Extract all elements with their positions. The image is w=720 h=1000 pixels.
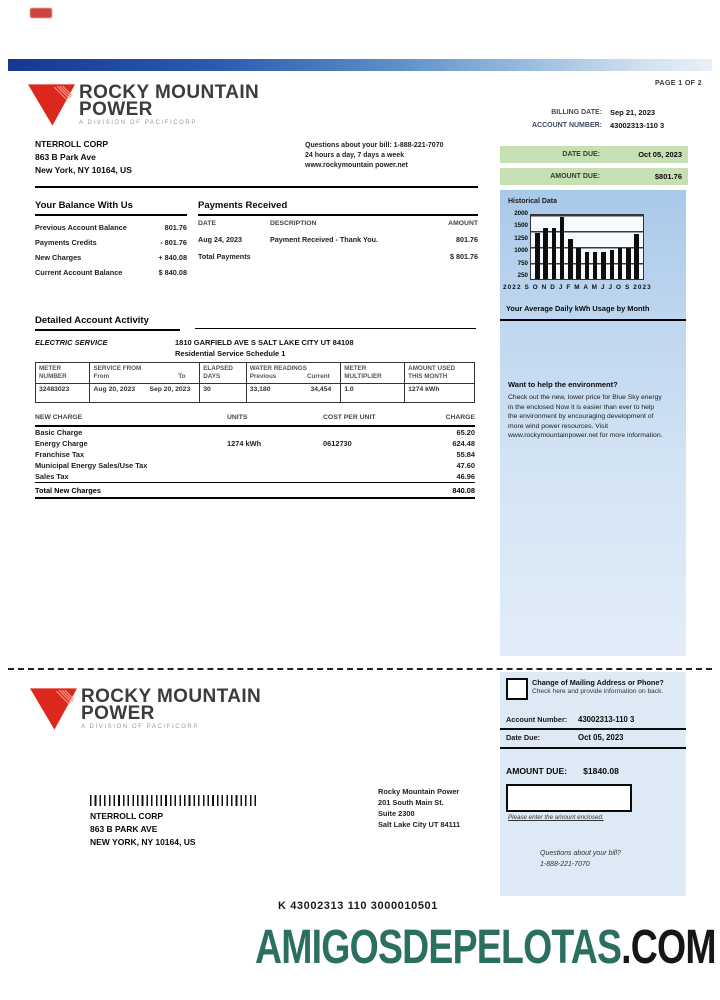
stub-amount-due-row: [506, 766, 619, 776]
meter-col-used: AMOUNT USED THIS MONTH: [405, 363, 475, 384]
stub-divider: [500, 747, 686, 749]
site-watermark: [255, 920, 716, 975]
ocr-scanline: K 43002313 110 3000010501: [278, 900, 438, 912]
chart-bar: [568, 239, 573, 279]
contact-hours-line: 24 hours a day, 7 days a week: [305, 152, 405, 159]
brand-logo: [28, 84, 259, 126]
top-gradient-bar: [8, 59, 712, 71]
account-number-label: ACCOUNT NUMBER:: [532, 122, 602, 129]
meter-service-dates: Aug 20, 2023 Sep 20, 2023: [90, 384, 200, 403]
stub-date-due-row: [500, 730, 686, 745]
stub-date-due-value: Oct 05, 2023: [578, 733, 624, 742]
historical-data-label: Historical Data: [508, 198, 558, 205]
chart-bar: [585, 252, 590, 279]
payments-header-row: [198, 220, 478, 227]
brand-tagline: A DIVISION OF PACIFICORP: [81, 724, 199, 730]
remit-name: Rocky Mountain Power: [378, 787, 460, 796]
remit-address-block: [378, 786, 460, 830]
chart-caption: Your Average Daily kWh Usage by Month: [506, 304, 650, 313]
charges-total-value: 840.08: [452, 485, 475, 495]
payments-total-value: $ 801.76: [450, 252, 478, 261]
watermark-tld: .COM: [621, 921, 716, 974]
brand-name-line1: ROCKY MOUNTAIN: [79, 82, 260, 103]
service-schedule: Residential Service Schedule 1: [175, 349, 286, 358]
payment-date: Aug 24, 2023: [198, 235, 242, 244]
amount-due-label: AMOUNT DUE:: [550, 173, 600, 180]
chart-bar: [552, 228, 557, 279]
balance-title: Your Balance With Us: [35, 200, 187, 216]
amount-due-row: [500, 168, 688, 185]
sidebar-panel: [500, 190, 686, 656]
mail-address1: 863 B PARK AVE: [90, 824, 158, 834]
amount-enclosed-input[interactable]: [506, 784, 632, 812]
mail-name: NTERROLL CORP: [90, 811, 164, 821]
brand-name-line1: ROCKY MOUNTAIN: [81, 686, 262, 707]
stub-account-label: Account Number:: [506, 715, 568, 724]
chart-bar: [626, 248, 631, 279]
meter-amount-used: 1274 kWh: [405, 384, 475, 403]
contact-block: [305, 141, 444, 171]
charge-row: Sales Tax 46.96: [35, 472, 475, 481]
meter-col-readings: WATER READINGS Previous Current: [246, 363, 341, 384]
amount-due-value: $801.76: [654, 172, 682, 181]
stub-questions-phone: 1-888-221-7070: [540, 861, 590, 868]
balance-row: [35, 250, 187, 265]
chart-caption-underline: [500, 319, 686, 321]
charges-col-label: NEW CHARGE: [35, 414, 83, 421]
perforation-divider: [8, 668, 712, 670]
meter-col-service: SERVICE FROM From To: [90, 363, 200, 384]
charge-row: Franchise Tax 55.84: [35, 450, 475, 459]
customer-address1: 863 B Park Ave: [35, 152, 96, 162]
balance-row: [35, 220, 187, 235]
postal-barcode: [90, 795, 258, 806]
chart-bar: [601, 252, 606, 279]
billing-date-label: BILLING DATE:: [551, 109, 602, 116]
chart-bar: [610, 250, 615, 279]
billing-date-row: [500, 106, 688, 119]
remit-address1: 201 South Main St.: [378, 798, 444, 807]
chart-bar: [634, 234, 639, 279]
environment-title: Want to help the environment?: [508, 380, 618, 389]
remittance-stub-panel: [500, 672, 686, 896]
amount-enclosed-note: Please enter the amount enclosed.: [508, 814, 604, 821]
charges-col-units: UNITS: [227, 414, 248, 421]
date-due-label: DATE DUE:: [562, 151, 600, 158]
balance-row-value: 801.76: [164, 223, 187, 232]
billing-date-value: Sep 21, 2023: [610, 108, 656, 117]
remit-address2: Suite 2300: [378, 809, 415, 818]
stub-questions-line1: Questions about your bill?: [540, 850, 621, 857]
balance-row-label: Payments Credits: [35, 238, 97, 247]
chart-bar: [535, 233, 540, 279]
brand-triangle-icon: [28, 84, 75, 126]
charge-row: Energy Charge 1274 kWh 0612730 624.48: [35, 439, 475, 448]
balance-row: [35, 235, 187, 250]
meter-data-row: [36, 384, 475, 403]
chart-bar: [576, 248, 581, 279]
activity-title: Detailed Account Activity: [35, 315, 180, 331]
payment-description: Payment Received - Thank You.: [270, 235, 378, 244]
mailing-address-block: [90, 810, 196, 849]
account-number-row: [500, 119, 688, 132]
charges-total-label: Total New Charges: [35, 485, 101, 495]
activity-rule: [195, 328, 476, 329]
balance-row-label: New Charges: [35, 253, 82, 262]
customer-address2: New York, NY 10164, US: [35, 165, 132, 175]
chart-bars: [531, 215, 643, 279]
stub-amount-due-label: AMOUNT DUE:: [506, 766, 568, 776]
charges-header-row: [35, 414, 475, 427]
charges-col-charge: CHARGE: [445, 414, 475, 421]
balance-row-label: Current Account Balance: [35, 268, 123, 277]
red-stamp-mark: [30, 8, 52, 18]
brand-name-line2: POWER: [81, 703, 155, 724]
balance-row-value: - 801.76: [160, 238, 187, 247]
brand-name-line2: POWER: [79, 99, 153, 120]
payment-row: [198, 235, 478, 244]
stub-account-row: [500, 712, 686, 727]
chart-bar: [593, 252, 598, 279]
payments-col-amount: AMOUNT: [448, 220, 478, 227]
contact-phone-line: Questions about your bill: 1-888-221-7070: [305, 142, 444, 149]
billing-meta: [500, 106, 688, 132]
brand-triangle-icon: [30, 688, 77, 730]
change-address-title: Change of Mailing Address or Phone?: [532, 678, 664, 687]
balance-row: [35, 265, 187, 280]
chart-y-axis: 2000 1500 1250 1000 750 250: [514, 210, 528, 279]
charges-table: [35, 414, 475, 499]
charges-col-cost: COST PER UNIT: [323, 414, 376, 421]
brand-logo-stub: [30, 688, 261, 730]
date-due-value: Oct 05, 2023: [638, 150, 682, 159]
stub-amount-due-value: $1840.08: [583, 766, 619, 776]
meter-readings: 33,180 34,454: [246, 384, 341, 403]
chart-bar: [543, 228, 548, 279]
payments-total-label: Total Payments: [198, 252, 251, 261]
service-type: ELECTRIC SERVICE: [35, 338, 108, 347]
contact-website-line: www.rockymountain power.net: [305, 162, 408, 169]
charge-row: Basic Charge 65.20: [35, 428, 475, 437]
meter-table: [35, 362, 475, 403]
stub-account-value: 43002313-110 3: [578, 715, 635, 724]
balance-row-value: + 840.08: [158, 253, 187, 262]
payments-title: Payments Received: [198, 200, 478, 216]
meter-col-elapsed: ELAPSED DAYS: [200, 363, 246, 384]
payments-col-date: DATE: [198, 220, 216, 227]
payments-col-desc: DESCRIPTION: [270, 220, 317, 227]
customer-name: NTERROLL CORP: [35, 139, 109, 149]
charges-total-row: [35, 482, 475, 499]
mail-address2: NEW YORK, NY 10164, US: [90, 837, 196, 847]
charge-row: Municipal Energy Sales/Use Tax 47.60: [35, 461, 475, 470]
balance-row-value: $ 840.08: [158, 268, 187, 277]
stub-date-due-label: Date Due:: [506, 733, 541, 742]
stub-questions: [540, 848, 621, 870]
environment-text: Check out the new, lower price for Blue Sky energy in the enclosed Now it is easier than ever to help the environment by encouraging development of more wind power resources. Visit www.rockymountainpower.net for more information.: [508, 394, 663, 439]
service-address: 1810 GARFIELD AVE S SALT LAKE CITY UT 84108: [175, 338, 354, 347]
brand-tagline: A DIVISION OF PACIFICORP: [79, 120, 197, 126]
customer-address-block: [35, 138, 132, 177]
change-address-checkbox[interactable]: [506, 678, 528, 700]
payments-total-row: [198, 252, 478, 261]
usage-bar-chart: [530, 214, 644, 280]
chart-x-axis: 2022 S O N D J F M A M J J O S 2023: [503, 284, 652, 291]
meter-multiplier: 1.0: [341, 384, 405, 403]
watermark-name: AMIGOSDEPELOTAS: [255, 921, 622, 974]
balance-section: [35, 200, 187, 280]
meter-col-number: METER NUMBER: [36, 363, 90, 384]
chart-bar: [618, 248, 623, 279]
meter-number: 32483023: [36, 384, 90, 403]
meter-header-row: [36, 363, 475, 384]
account-number-value: 43002313-110 3: [610, 121, 665, 130]
remit-address3: Salt Lake City UT 84111: [378, 820, 461, 829]
balance-row-label: Previous Account Balance: [35, 223, 127, 232]
change-address-sub: Check here and provide information on back.: [532, 688, 664, 695]
meter-elapsed: 30: [200, 384, 246, 403]
page-number-label: PAGE 1 OF 2: [654, 80, 702, 87]
header-divider: [35, 186, 478, 188]
chart-bar: [560, 217, 565, 279]
date-due-row: [500, 146, 688, 163]
payments-section: [198, 200, 478, 261]
payment-amount: 801.76: [456, 235, 478, 244]
due-summary: [500, 146, 688, 190]
meter-col-multiplier: METER MULTIPLIER: [341, 363, 405, 384]
